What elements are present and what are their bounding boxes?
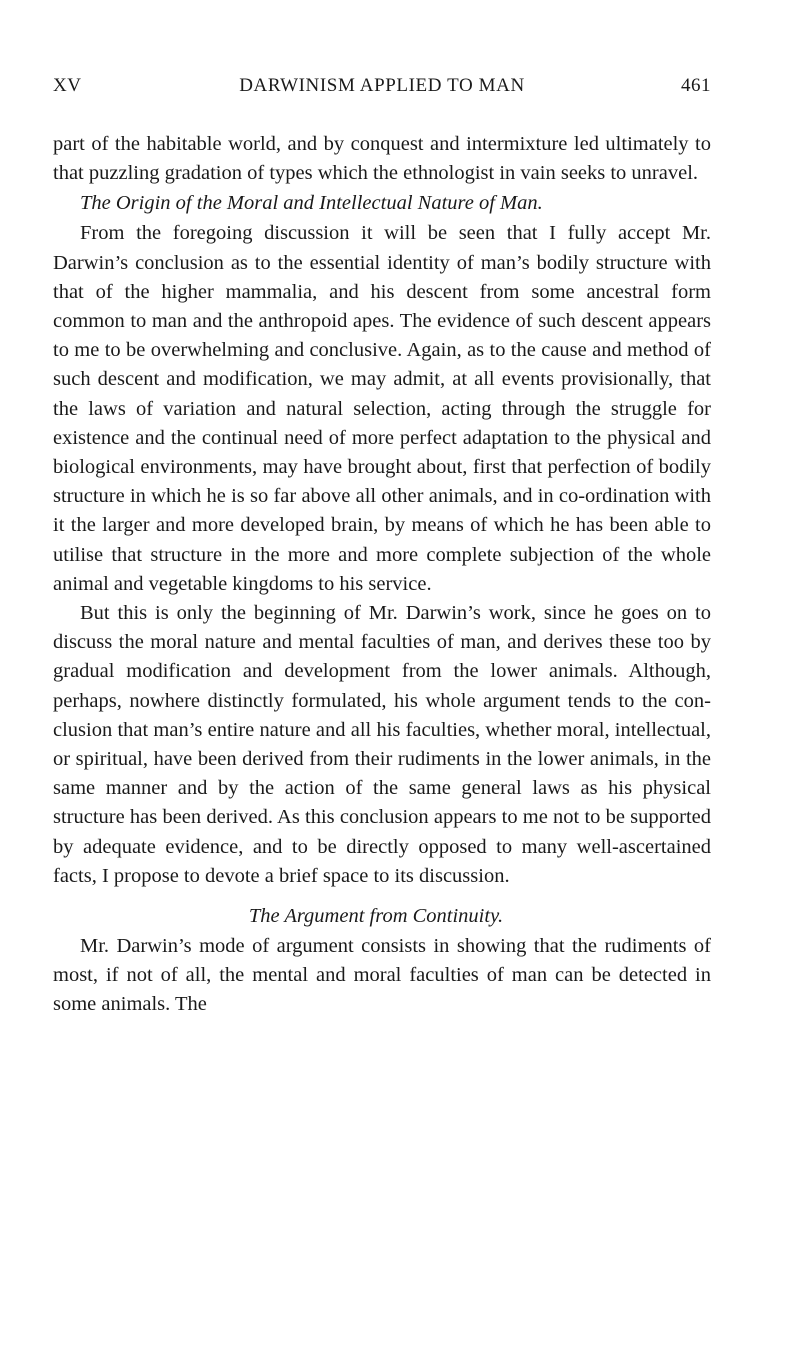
book-page [53,75,711,1020]
chapter-number: XV [53,75,82,96]
section-heading-origin: The Origin of the Moral and Intellectual Nature of Man. [80,192,543,215]
paragraph-foregoing: From the foregoing discussion it will be seen that I fully accept Mr. Darwin’s conclusion as to the essential identity of man’s bodily structure with that of the higher mammalia, and his descent from some ancestral form common to man and the anthropoid apes. The evidence of such descent appears to me to be overwhelming and conclusive. Again, as to the cause and method of such descent and modification, we may admit, at all events provisionally, that the laws of variation and natural selection, acting through the struggle for existence and the continual need of more perfect adaptation to the physical and biological environments, may have brought about, first that perfection of bodily structure in which he is so far above all other animals, and in co-ordination with it the larger and more developed brain, by means of which he has been able to utilise that structure in the more and more complete subjection of the whole animal and vegetable kingdoms to his service. [53,222,711,595]
running-head [53,75,711,103]
running-title: DARWINISM APPLIED TO MAN [239,75,525,96]
paragraph-beginning: But this is only the beginning of Mr. Darwin’s work, since he goes on to discuss the moral nature and mental faculties of man, and derives these too by gradual modification and development from the lower animals. Although, perhaps, nowhere distinctly formulated, his whole argument tends to the conclusion that man’s entire nature and all his faculties, whether moral, intellectual, or spiritual, have been derived from their rudiments in the lower animals, in the same manner and by the action of the same general laws as his physical structure has been derived. As this conclusion appears to me not to be supported by adequate evidence, and to be directly opposed to many well-ascertained facts, I propose to devote a brief space to its discussion. [53,602,711,887]
page-number: 461 [681,75,711,96]
paragraph-continuation: part of the habitable world, and by conquest and intermixture led ultimately to that puzzling gradation of types which the ethnologist in vain seeks to unravel. [53,133,711,185]
section-heading-continuity: The Argument from Continuity. [248,905,504,928]
paragraph-mode-of-argument: Mr. Darwin’s mode of argument consists in showing that the rudiments of most, if not of all, the mental and moral faculties of man can be detected in some animals. The [53,935,711,1016]
body-text [53,130,711,1020]
